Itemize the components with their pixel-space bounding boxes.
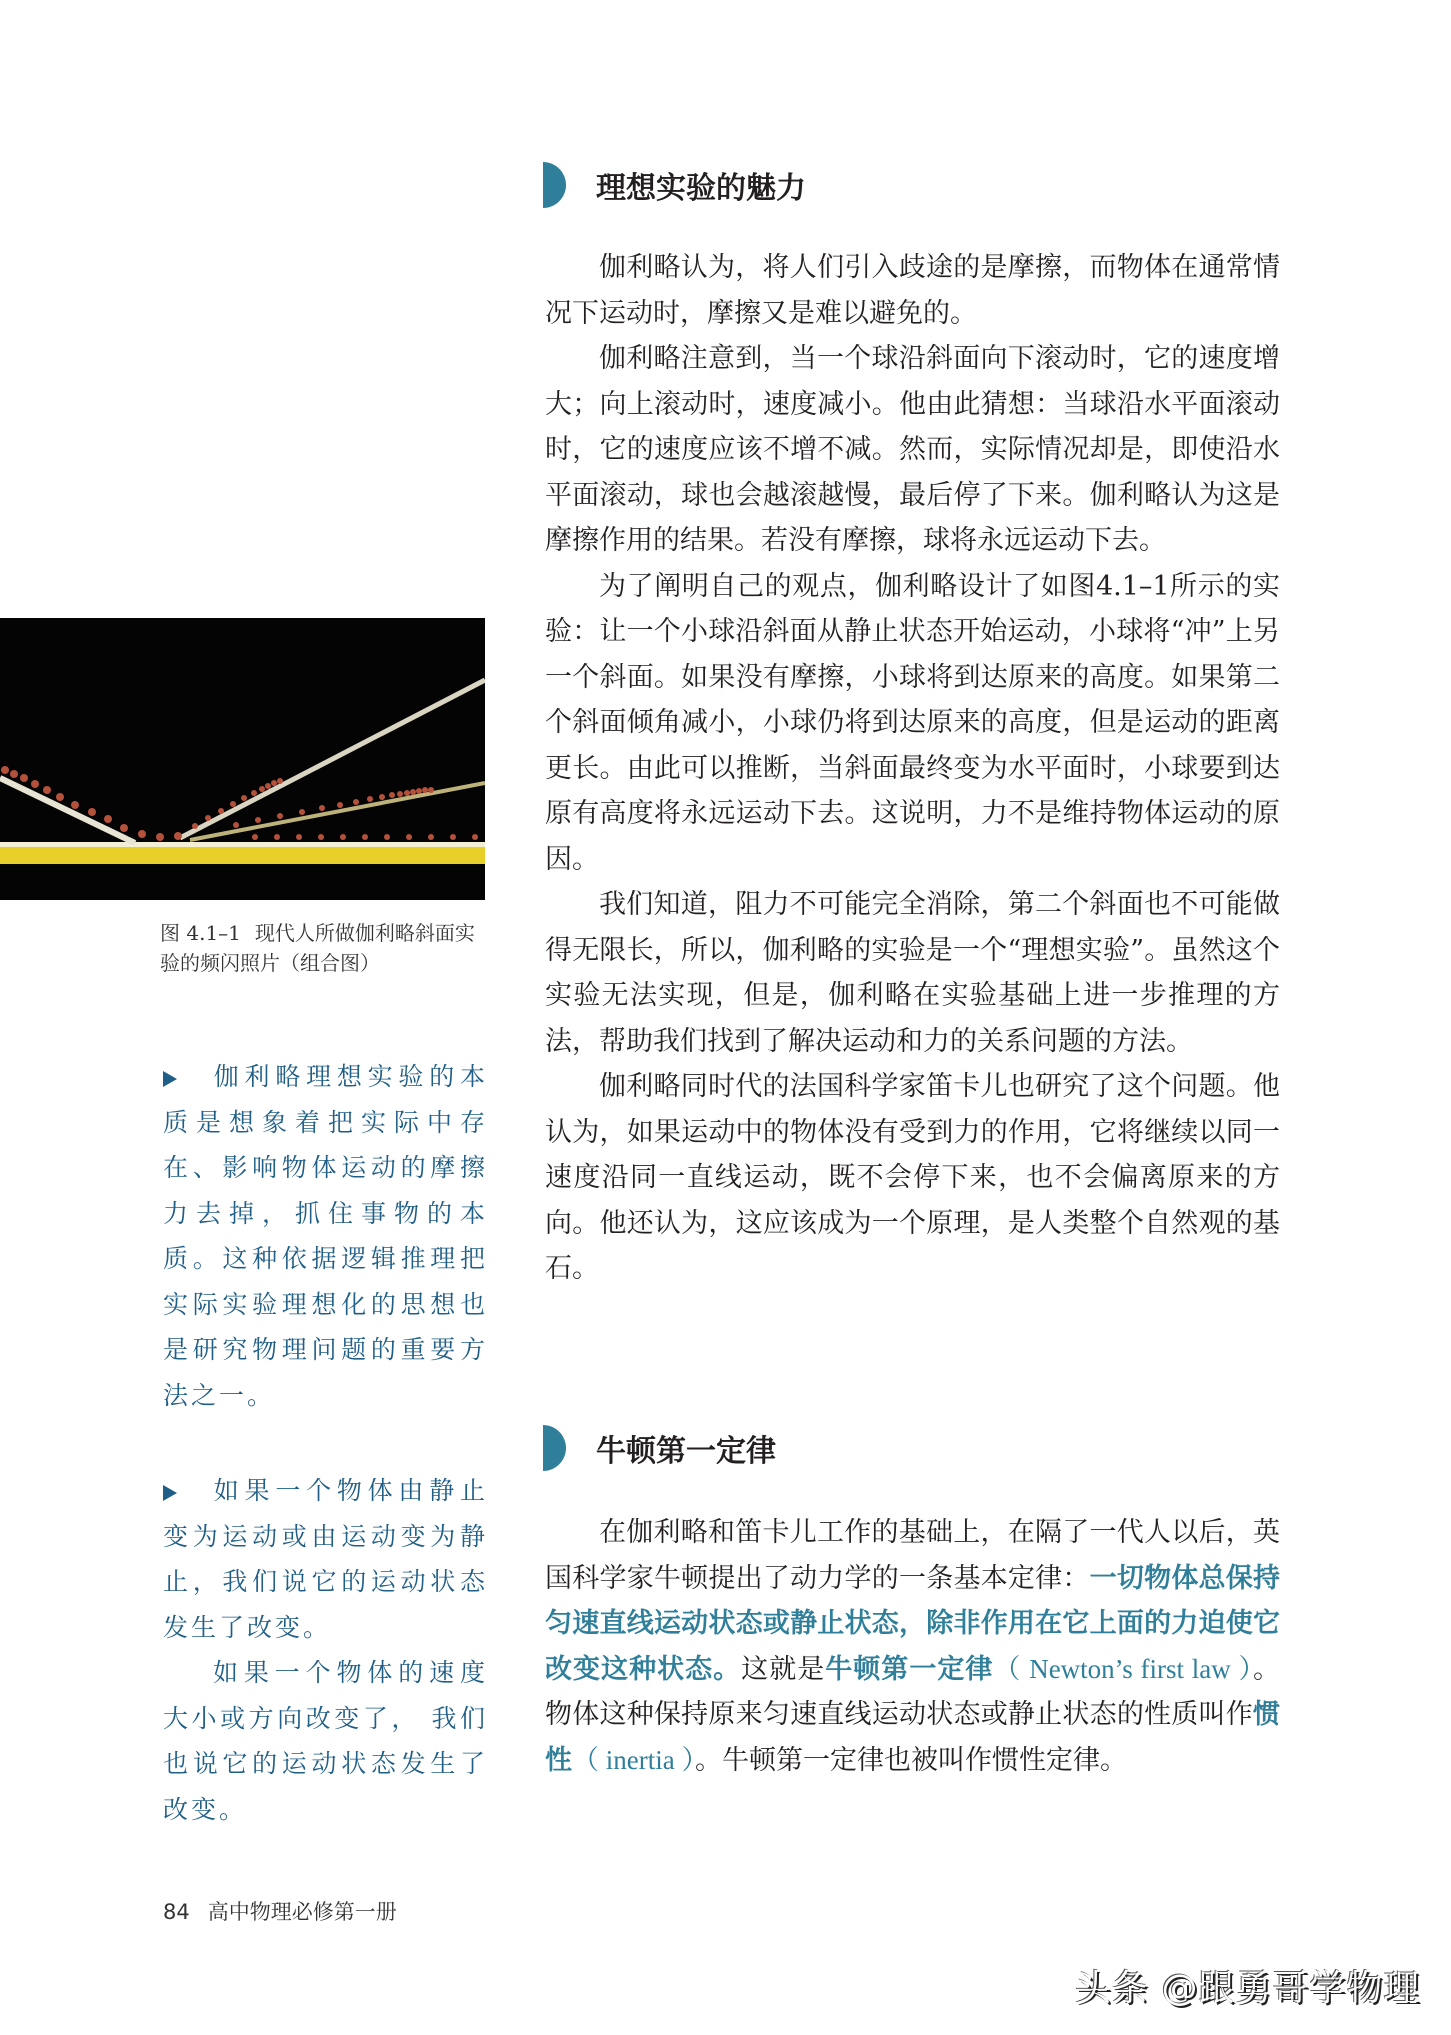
paragraph: 伽利略认为，将人们引入歧途的是摩擦，而物体在通常情况下运动时，摩擦又是难以避免的。 [545,252,1280,329]
page-footer [163,1896,397,1926]
paragraph-text: 在伽利略和笛卡儿工作的基础上，在隔了一代人以后，英国科学家牛顿提出了动力学的一条基本定律： [545,1517,1280,1594]
figure-caption [160,918,490,978]
paragraph-text: 。物体这种保持原来匀速直线运动状态或静止状态的性质叫作 [545,1653,1281,1730]
law-statement: 一切物体总保持匀速直线运动状态或静止状态，除非作用在它上面的力迫使它改变这种状态。 [545,1562,1281,1685]
figure-number: 图 4.1–1 [160,921,241,945]
triangle-bullet-icon [163,1071,177,1087]
triangle-bullet-icon [163,1485,177,1501]
term-newton-first-law: 牛顿第一定律 [825,1653,994,1685]
section-title: 牛顿第一定律 [596,1434,776,1469]
paragraph: 为了阐明自己的观点，伽利略设计了如图4.1–1所示的实验：让一个小球沿斜面从静止状态开始运动，小球将“冲”上另一个斜面。如果没有摩擦，小球将到达原来的高度。如果第二个斜面倾角减小，小球仍将到达原来的高度，但是运动的距离更长。由此可以推断，当斜面最终变为水平面时，小球要到达原有高度将永远运动下去。这说明，力不是维持物体运动的原因。 [545,570,1280,875]
watermark: 头条 @跟勇哥学物理 [1075,1968,1421,2009]
figure-photo-inclined-plane [0,618,485,900]
term-english: （ Newton’s first law ） [993,1653,1254,1684]
paragraph-text: 。牛顿第一定律也被叫作惯性定律。 [694,1744,1127,1776]
sidenote-motion-state [163,1468,488,1832]
page-number: 84 [163,1900,190,1924]
paragraph-text: 这就是 [741,1653,826,1685]
heading-marker-icon [543,162,566,208]
section-heading-newton-first-law [543,1425,776,1471]
paragraph: 伽利略注意到，当一个球沿斜面向下滚动时，它的速度增大；向上滚动时，速度减小。他由此猜想：当球沿水平面滚动时，它的速度应该不增不减。然而，实际情况却是，即使沿水平面滚动，球也会越滚越慢，最后停了下来。伽利略认为这是摩擦作用的结果。若没有摩擦，球将永远运动下去。 [545,343,1280,556]
paragraph [545,1510,1280,1783]
sidenote-text: 如果一个物体由静止变为运动或由运动变为静止，我们说它的运动状态发生了改变。 [163,1476,488,1642]
sidenote-text: 伽利略理想实验的本质是想象着把实际中存在、影响物体运动的摩擦力去掉，抓住事物的本质。这种依据逻辑推理把实际实验理想化的思想也是研究物理问题的重要方法之一。 [163,1062,488,1410]
sidenote-text: 如果一个物体的速度大小或方向改变了， 我们也说它的运动状态发生了改变。 [163,1658,488,1824]
heading-marker-icon [543,1425,566,1471]
section2-body [545,1510,1280,1783]
figure-caption-text: 现代人所做伽利略斜面实验的频闪照片（组合图） [160,921,475,975]
term-english: （ inertia ） [572,1744,695,1775]
section1-body [545,245,1280,1292]
section-heading-ideal-experiment [543,162,806,208]
sidenote-ideal-experiment [163,1054,488,1418]
paragraph: 我们知道，阻力不可能完全消除，第二个斜面也不可能做得无限长，所以，伽利略的实验是一个“理想实验”。虽然这个实验无法实现，但是，伽利略在实验基础上进一步推理的方法，帮助我们找到了解决运动和力的关系问题的方法。 [545,889,1280,1057]
stroboscopic-photo-image [0,618,485,900]
section-title: 理想实验的魅力 [596,171,806,206]
paragraph: 伽利略同时代的法国科学家笛卡儿也研究了这个问题。他认为，如果运动中的物体没有受到力的作用，它将继续以同一速度沿同一直线运动，既不会停下来，也不会偏离原来的方向。他还认为，这应该成为一个原理，是人类整个自然观的基石。 [545,1071,1280,1284]
book-title: 高中物理必修第一册 [207,1900,397,1924]
term-inertia: 惯性 [545,1699,1280,1776]
